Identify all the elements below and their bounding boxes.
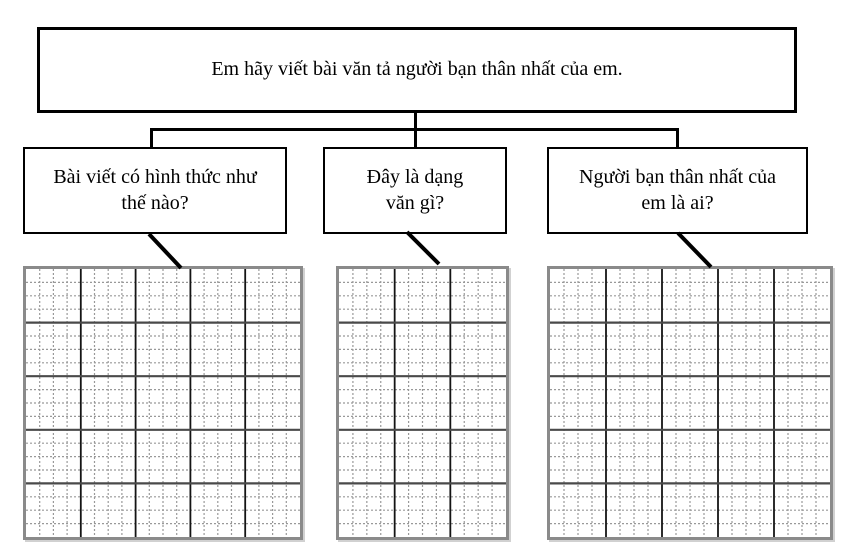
- connector-drop-left: [150, 128, 153, 148]
- answer-grid-right: [547, 266, 833, 540]
- question-line: văn gì?: [385, 191, 445, 214]
- connector-diagonal-middle: [407, 232, 439, 264]
- answer-grid-middle: [336, 266, 509, 540]
- answer-grid-left: [23, 266, 303, 540]
- question-box-who: [547, 147, 808, 234]
- question-line: Đây là dạng: [366, 165, 464, 188]
- connector-drop-right: [676, 128, 679, 148]
- question-line: Bài viết có hình thức như: [53, 165, 257, 188]
- connector-root-stem: [414, 110, 417, 130]
- root-prompt-text: Em hãy viết bài văn tả người bạn thân nhất của em.: [211, 58, 623, 81]
- connector-drop-middle: [414, 128, 417, 148]
- connector-diagonal-right: [678, 233, 711, 267]
- root-prompt-box: [37, 27, 797, 113]
- question-box-genre: [323, 147, 507, 234]
- question-line: thế nào?: [121, 191, 189, 214]
- question-line: Người bạn thân nhất của: [579, 165, 776, 188]
- question-box-format: [23, 147, 287, 234]
- question-line: em là ai?: [641, 191, 714, 214]
- connector-diagonal-left: [149, 234, 181, 268]
